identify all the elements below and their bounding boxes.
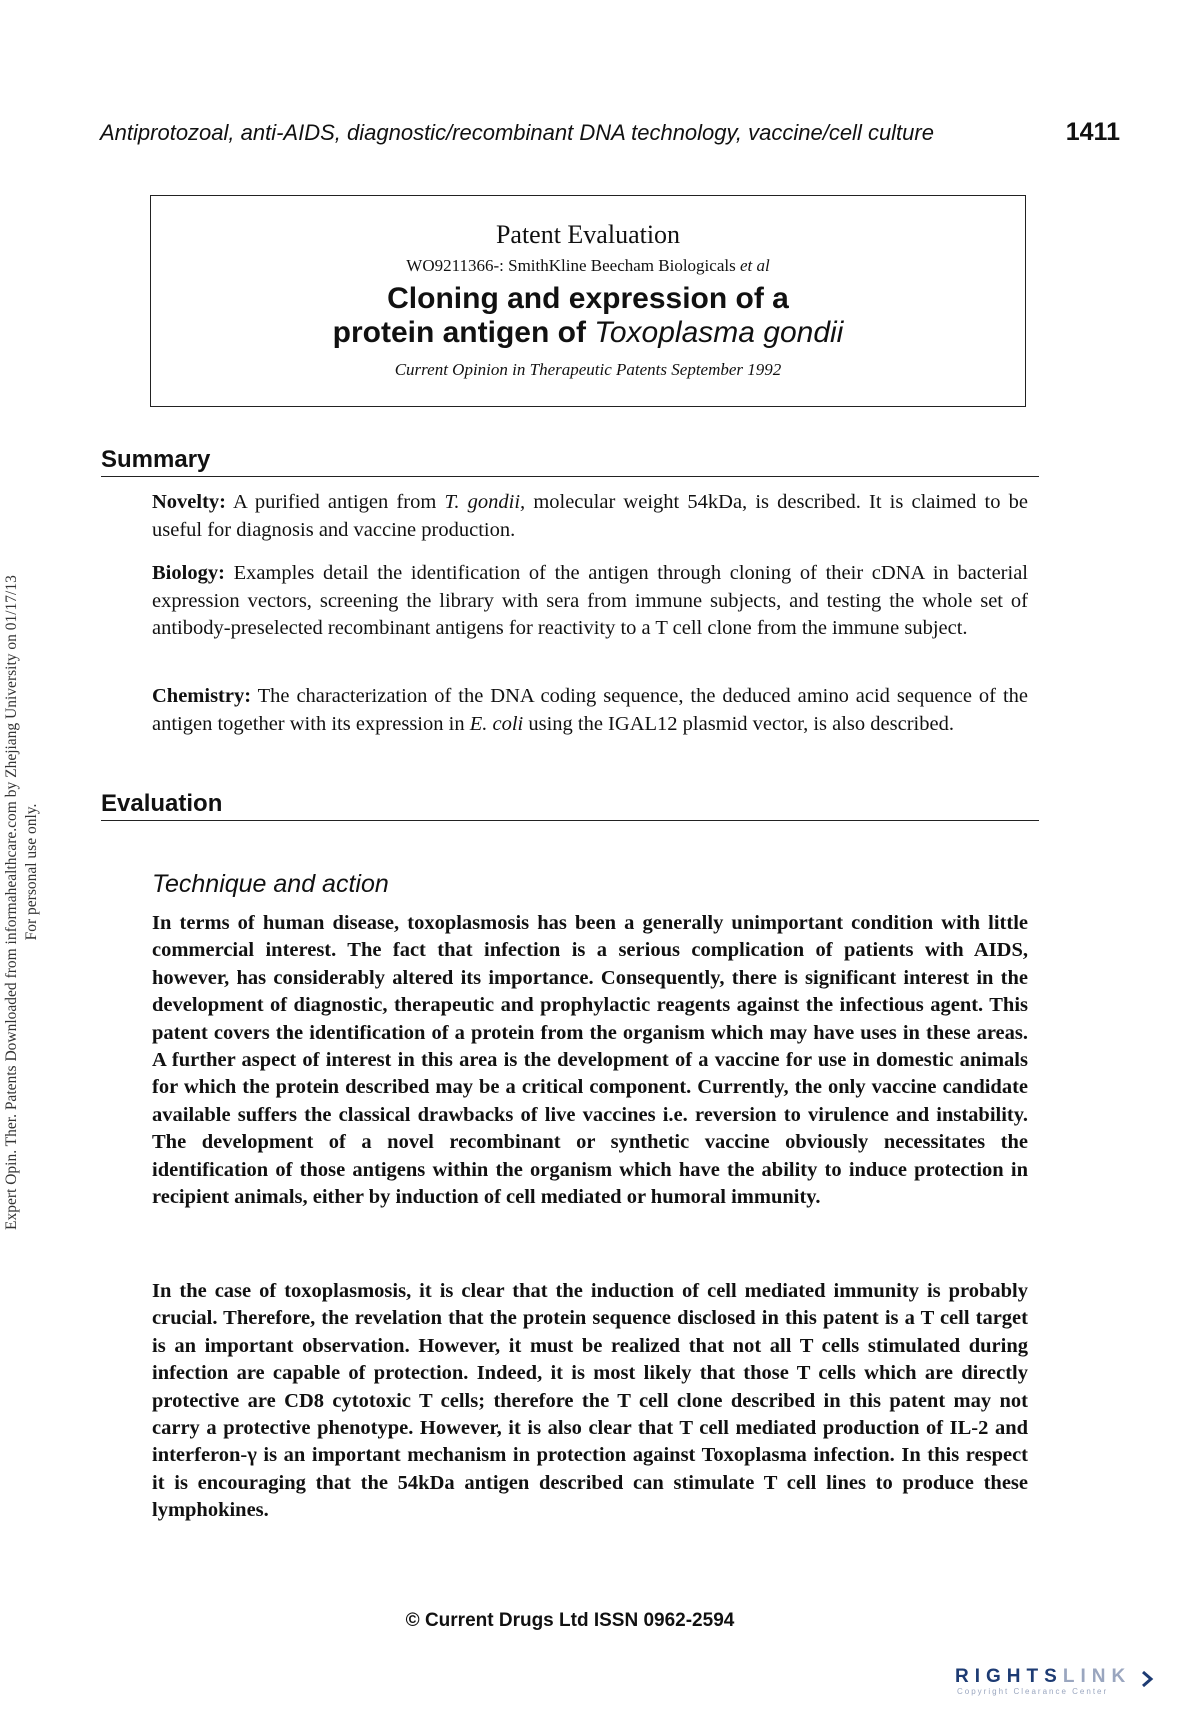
- download-notice: Expert Opin. Ther. Patents Downloaded from informahealthcare.com by Zhejiang University on 01/17/13: [3, 575, 20, 1230]
- rightslink-logo: [955, 1660, 1155, 1700]
- evaluation-paragraph-2: In the case of toxoplasmosis, it is clear that the induction of cell mediated immunity is probably crucial. Therefore, the revelation that the protein sequence disclosed in this patent is a T cell target is an important observation. However, it must be realized that not all T cells stimulated during infection are capable of protection. Indeed, it is most likely that those T cells which are directly protective are CD8 cytotoxic T cells; therefore the T cell clone described in this patent may not carry a protective phenotype. However, it is also clear that T cell mediated production of IL-2 and interferon-γ is an important mechanism in protection against Toxoplasma infection. In this respect it is encouraging that the 54kDa antigen described can stimulate T cell lines to produce these lymphokines.: [152, 1280, 1028, 1522]
- footer-copyright: © Current Drugs Ltd ISSN 0962-2594: [405, 1610, 735, 1631]
- patent-assignee: WO9211366-: SmithKline Beecham Biologicals: [406, 256, 736, 275]
- novelty-label: Novelty:: [152, 491, 227, 513]
- biology-label: Biology:: [152, 562, 225, 584]
- patent-evaluation-box: [150, 195, 1026, 407]
- section-heading-evaluation: Evaluation: [101, 790, 1039, 821]
- chemistry-label: Chemistry:: [152, 685, 252, 707]
- personal-use-notice: For personal use only.: [23, 803, 40, 941]
- summary-novelty: Novelty: A purified antigen from T. gondii, molecular weight 54kDa, is described. It is claimed to be useful for diagnosis and vaccine production.: [152, 491, 1028, 541]
- box-label: Patent Evaluation: [495, 220, 681, 249]
- novelty-organism: T. gondii,: [444, 491, 526, 513]
- patent-et-al: et al: [739, 256, 770, 275]
- download-watermark: [0, 512, 40, 1232]
- patent-title-line2: protein antigen of Toxoplasma gondii: [332, 316, 844, 349]
- rightslink-arrow-icon: [1143, 1672, 1151, 1686]
- rightslink-tagline: Copyright Clearance Center: [957, 1687, 1109, 1696]
- chemistry-organism: E. coli: [469, 712, 524, 735]
- section-heading-summary: Summary: [101, 446, 1039, 477]
- summary-chemistry: Chemistry: The characterization of the DNA coding sequence, the deduced amino acid sequence of the antigen together with its expression in E. coli using the IGAL12 plasmid vector, is also described.: [152, 685, 1028, 735]
- patent-number: [151, 256, 1025, 276]
- summary-biology: Biology: Examples detail the identification of the antigen through cloning of their cDNA in bacterial expression vectors, screening the library with sera from immune subjects, and testing the whole set of antibody-preselected recombinant antigens for reactivity to a T cell clone from the immune subject.: [152, 562, 1029, 639]
- evaluation-paragraph-1: In terms of human disease, toxoplasmosis has been a generally unimportant condition with little commercial interest. The fact that infection is a serious complication of patients with AIDS, however, has considerably altered its importance. Consequently, there is significant interest in the development of diagnostic, therapeutic and prophylactic reagents against the infectious agent. This patent covers the identification of a protein from the organism which may have uses in these areas. A further aspect of interest in this area is the development of a vaccine for use in domestic animals for which the protein described may be a critical component. Currently, the only vaccine candidate available suffers the classical drawbacks of live vaccines i.e. reversion to virulence and instability. The development of a novel recombinant or synthetic vaccine obviously necessitates the identification of those antigens within the organism which have the ability to induce protection in recipient animals, either by induction of cell mediated or humoral immunity.: [152, 912, 1028, 1209]
- patent-title-organism: Toxoplasma gondii: [594, 316, 844, 349]
- subheading-technique-and-action: Technique and action: [152, 870, 389, 898]
- journal-source: Current Opinion in Therapeutic Patents September 1992: [394, 360, 782, 379]
- rightslink-wordmark: RIGHTSLINK: [955, 1666, 1132, 1687]
- patent-title: [151, 282, 1025, 350]
- patent-title-line1: Cloning and expression of a: [387, 282, 789, 315]
- running-head: Antiprotozoal, anti-AIDS, diagnostic/recombinant DNA technology, vaccine/cell culture: [100, 120, 934, 145]
- page-number: 1411: [1065, 118, 1120, 146]
